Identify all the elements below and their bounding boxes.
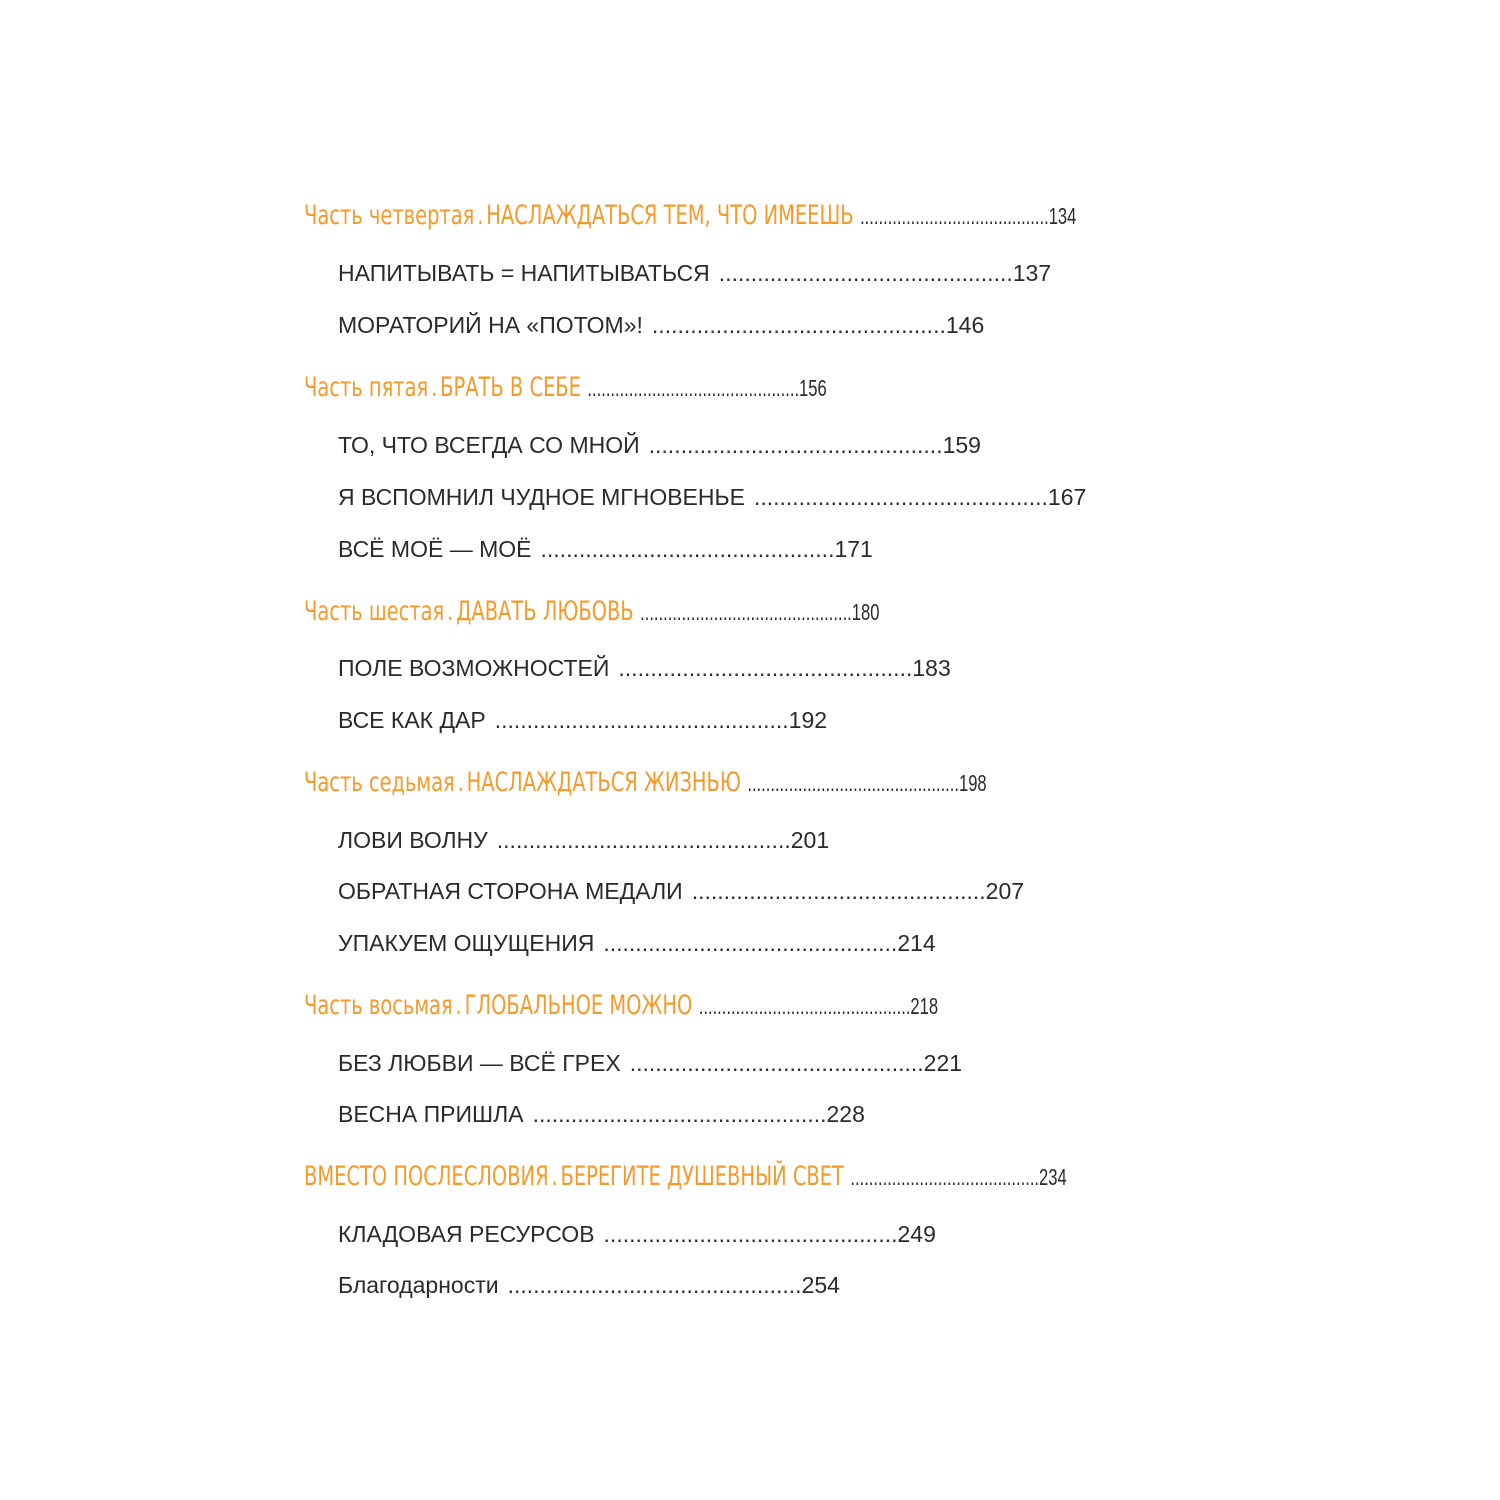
toc-chapter: [338, 827, 829, 854]
page-number: 234: [1039, 1164, 1067, 1190]
dot-leader: ..............................................: [618, 655, 913, 681]
dot-leader: ..............................................: [587, 375, 800, 401]
part-title: НАСЛАЖДАТЬСЯ ЖИЗНЬЮ: [466, 767, 741, 798]
page-number: 137: [1012, 260, 1052, 286]
page-number: 218: [910, 993, 939, 1019]
page-number: 159: [942, 432, 981, 458]
page-number: 201: [790, 827, 830, 853]
toc-chapter: [338, 707, 827, 734]
dot-leader: ..............................................: [603, 930, 898, 956]
chapter-title: ПОЛЕ ВОЗМОЖНОСТЕЙ: [338, 655, 610, 681]
page-number: 207: [985, 878, 1025, 904]
page-number: 167: [1047, 484, 1087, 510]
toc-chapter: [338, 484, 1086, 511]
page-number: 183: [912, 655, 951, 681]
dot-leader: ..............................................: [603, 1221, 898, 1247]
dot-leader: ..............................................: [496, 827, 791, 853]
dot-leader: ..............................................: [629, 1050, 924, 1076]
chapter-title: УПАКУЕМ ОЩУЩЕНИЯ: [338, 930, 595, 956]
toc-chapter: [338, 432, 981, 459]
toc-chapter: [338, 1221, 936, 1248]
part-label: Часть седьмая: [304, 767, 455, 798]
part-label: Часть восьмая: [304, 990, 453, 1021]
part-separator: .: [457, 767, 464, 798]
chapter-title: Благодарности: [338, 1272, 499, 1298]
chapter-title: НАПИТЫВАТЬ = НАПИТЫВАТЬСЯ: [338, 260, 710, 286]
toc-chapter: [338, 1050, 962, 1077]
toc-part-7: [304, 767, 987, 798]
dot-leader: ..............................................: [698, 993, 911, 1019]
toc-chapter: [338, 260, 1051, 287]
dot-leader: ..............................................: [753, 484, 1048, 510]
chapter-title: ТО, ЧТО ВСЕГДА СО МНОЙ: [338, 432, 640, 458]
toc-chapter: [338, 930, 936, 957]
page-number: 214: [897, 930, 936, 956]
page-number: 192: [788, 707, 828, 733]
part-title: НАСЛАЖДАТЬСЯ ТЕМ, ЧТО ИМЕЕШЬ: [486, 200, 854, 231]
toc-afterword: [304, 1161, 1067, 1192]
chapter-title: ЛОВИ ВОЛНУ: [338, 827, 488, 853]
chapter-title: ОБРАТНАЯ СТОРОНА МЕДАЛИ: [338, 878, 683, 904]
part-label: ВМЕСТО ПОСЛЕСЛОВИЯ: [304, 1161, 549, 1192]
toc-part-4: [304, 200, 1076, 231]
part-separator: .: [447, 596, 454, 627]
dot-leader: ..............................................: [747, 770, 959, 796]
toc-part-5: [304, 372, 827, 403]
chapter-title: ВЕСНА ПРИШЛА: [338, 1101, 524, 1127]
part-label: Часть четвертая: [304, 200, 475, 231]
dot-leader: ..............................................: [648, 432, 943, 458]
page-number: 146: [945, 312, 985, 338]
dot-leader: ..............................................: [507, 1272, 802, 1298]
toc-chapter: [338, 1272, 840, 1299]
part-separator: .: [455, 990, 462, 1021]
page-number: 198: [958, 770, 987, 796]
dot-leader: ..............................................: [540, 536, 835, 562]
chapter-title: ВСЕ КАК ДАР: [338, 707, 486, 733]
chapter-title: ВСЁ МОЁ — МОЁ: [338, 536, 532, 562]
toc-chapter: [338, 1101, 865, 1128]
dot-leader: ..............................................: [691, 878, 986, 904]
part-label: Часть пятая: [304, 372, 429, 403]
page-number: 249: [897, 1221, 936, 1247]
toc-chapter: [338, 312, 984, 339]
page-number: 228: [826, 1101, 865, 1127]
dot-leader: ..............................................: [718, 260, 1013, 286]
dot-leader: .........................................: [850, 1164, 1040, 1190]
toc-chapter: [338, 536, 873, 563]
page-number: 180: [851, 599, 880, 625]
dot-leader: ..............................................: [532, 1101, 827, 1127]
part-title: ГЛОБАЛЬНОЕ МОЖНО: [464, 990, 693, 1021]
page-number: 134: [1048, 203, 1077, 229]
part-title: БРАТЬ В СЕБЕ: [440, 372, 581, 403]
dot-leader: ..............................................: [494, 707, 789, 733]
part-separator: .: [477, 200, 484, 231]
chapter-title: Я ВСПОМНИЛ ЧУДНОЕ МГНОВЕНЬЕ: [338, 484, 745, 510]
dot-leader: ..............................................: [651, 312, 946, 338]
part-separator: .: [431, 372, 438, 403]
part-separator: .: [551, 1161, 558, 1192]
toc-part-8: [304, 990, 938, 1021]
page-number: 171: [834, 536, 873, 562]
part-title: ДАВАТЬ ЛЮБОВЬ: [456, 596, 634, 627]
part-label: Часть шестая: [304, 596, 445, 627]
page-number: 254: [801, 1272, 840, 1298]
dot-leader: ..............................................: [640, 599, 852, 625]
toc-chapter: [338, 878, 1024, 905]
chapter-title: МОРАТОРИЙ НА «ПОТОМ»!: [338, 312, 643, 338]
page-number: 156: [799, 375, 827, 401]
toc-chapter: [338, 655, 951, 682]
chapter-title: КЛАДОВАЯ РЕСУРСОВ: [338, 1221, 595, 1247]
chapter-title: БЕЗ ЛЮБВИ — ВСЁ ГРЕХ: [338, 1050, 621, 1076]
dot-leader: .........................................: [860, 203, 1049, 229]
part-title: БЕРЕГИТЕ ДУШЕВНЫЙ СВЕТ: [560, 1161, 844, 1192]
page-number: 221: [923, 1050, 963, 1076]
toc-part-6: [304, 596, 879, 627]
